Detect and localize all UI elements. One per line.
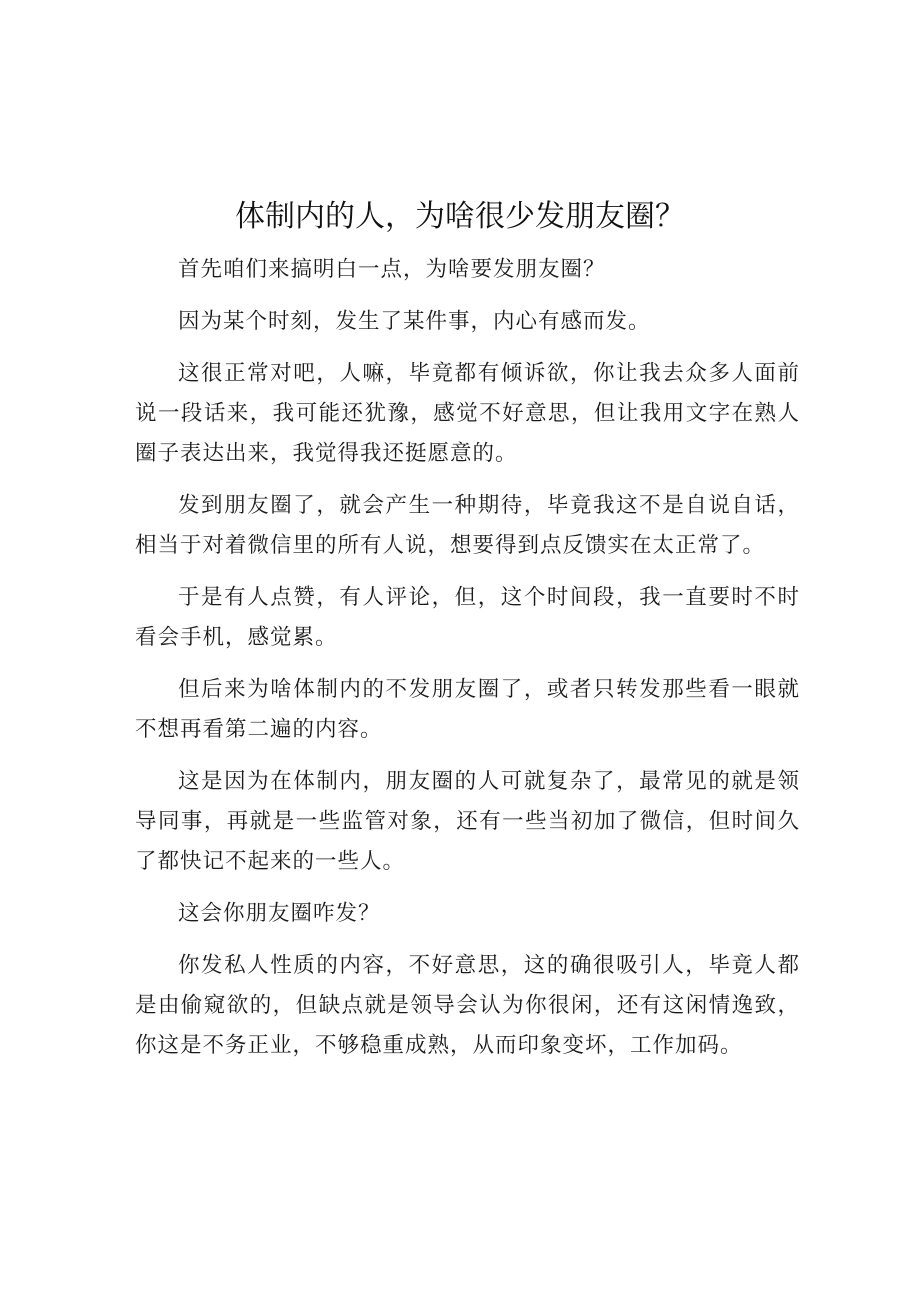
- paragraph: 但后来为啥体制内的不发朋友圈了，或者只转发那些看一眼就不想再看第二遍的内容。: [135, 677, 800, 742]
- document-title: 体制内的人，为啥很少发朋友圈？: [235, 199, 685, 234]
- paragraph: 这会你朋友圈咋发？: [178, 901, 381, 926]
- paragraph: 因为某个时刻，发生了某件事，内心有感而发。: [178, 309, 651, 334]
- document-body: [135, 250, 800, 1078]
- paragraph: 你发私人性质的内容，不好意思，这的确很吸引人，毕竟人都是由偷窥欲的，但缺点就是领导会认为你很闲，还有这闲情逸致，你这是不务正业，不够稳重成熟，从而印象变坏，工作加码。: [135, 953, 800, 1058]
- paragraph: 首先咱们来搞明白一点，为啥要发朋友圈？: [178, 257, 606, 282]
- paragraph: 这很正常对吧，人嘛，毕竟都有倾诉欲，你让我去众多人面前说一段话来，我可能还犹豫，感觉不好意思，但让我用文字在熟人圈子表达出来，我觉得我还挺愿意的。: [135, 361, 800, 466]
- paragraph: 于是有人点赞，有人评论，但，这个时间段，我一直要时不时看会手机，感觉累。: [135, 585, 800, 650]
- paragraph: 发到朋友圈了，就会产生一种期待，毕竟我这不是自说自话，相当于对着微信里的所有人说，想要得到点反馈实在太正常了。: [135, 493, 800, 558]
- paragraph: 这是因为在体制内，朋友圈的人可就复杂了，最常见的就是领导同事，再就是一些监管对象，还有一些当初加了微信，但时间久了都快记不起来的一些人。: [135, 769, 800, 874]
